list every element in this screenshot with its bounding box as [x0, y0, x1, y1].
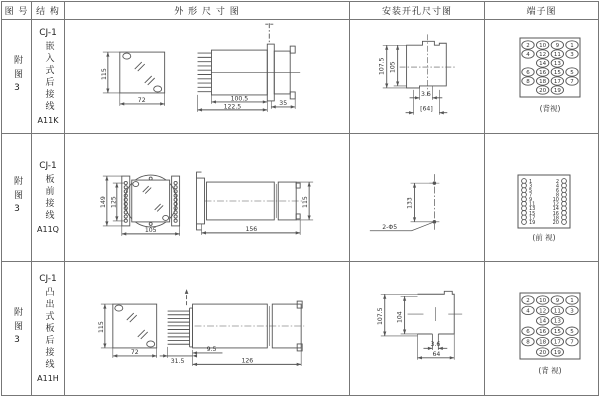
terminal-pin: 9 — [529, 196, 533, 203]
terminal-shape — [562, 201, 567, 206]
row3-model: CJ-1 — [39, 274, 57, 284]
terminal-pin: 7 — [529, 192, 533, 199]
terminal-pin: 13 — [553, 318, 561, 325]
terminal-pin: 8 — [555, 192, 559, 199]
row3-install-drawing — [350, 263, 484, 394]
terminal-pin: 20 — [539, 87, 547, 94]
row1-model: CJ-1 — [39, 28, 57, 38]
row1-terminal-caption: (背视) — [539, 103, 561, 113]
dim-slot-width: 3.6 — [421, 90, 431, 98]
dim-side-length: 156 — [245, 225, 258, 233]
row1-fig-cell — [2, 20, 32, 134]
terminal-shape — [562, 215, 567, 220]
terminal-shape — [522, 183, 527, 188]
dim-front-width: 72 — [130, 348, 139, 356]
terminal-pin: 11 — [529, 201, 536, 208]
terminal-pin: 16 — [539, 69, 547, 76]
row1-install-drawing — [350, 20, 484, 134]
dim-front-inner-height: 125 — [110, 195, 118, 208]
row2-terminal-diagram — [485, 134, 598, 262]
dim-hole-outer-height: 107.5 — [378, 56, 386, 75]
terminal-shape — [562, 205, 567, 210]
row2-code: A11Q — [37, 225, 59, 234]
row2-terminal-caption: (前 视) — [532, 232, 556, 242]
dim-cutout-width: 64 — [432, 350, 441, 358]
terminal-pin: 10 — [552, 196, 559, 203]
terminal-pin: 18 — [539, 339, 547, 346]
terminal-pin: 8 — [526, 339, 530, 346]
terminal-shape — [522, 201, 527, 206]
terminal-pin: 16 — [552, 210, 559, 217]
terminal-pin: 6 — [526, 329, 530, 336]
dim-hole-inner-height: 104 — [396, 311, 404, 324]
row1-outline-drawing — [65, 20, 349, 134]
terminal-pin: 3 — [570, 308, 574, 315]
terminal-pin: 14 — [539, 318, 547, 325]
terminal-pin: 2 — [526, 42, 530, 49]
terminal-shape — [562, 183, 567, 188]
terminal-pin: 13 — [529, 205, 536, 212]
terminal-pin: 12 — [539, 51, 547, 58]
terminal-pin: 19 — [529, 219, 536, 226]
terminal-shape — [562, 196, 567, 201]
row3-terminal-cell — [485, 262, 598, 395]
terminal-pin: 2 — [555, 178, 559, 185]
row2-outline-drawing — [65, 134, 349, 262]
header-install-label: 安装开孔尺寸图 — [381, 7, 452, 17]
terminal-pin: 14 — [552, 205, 559, 212]
dim-front-width: 72 — [137, 96, 146, 104]
terminal-pin: 18 — [552, 214, 559, 221]
dim-body-length: 100.5 — [230, 94, 249, 102]
terminal-pin: 1 — [570, 42, 574, 49]
dim-hole-inner-height: 105 — [389, 60, 397, 73]
dim-body-length: 126 — [241, 357, 254, 365]
row2-install-drawing — [350, 134, 484, 262]
terminal-shape — [562, 192, 567, 197]
header-structure — [32, 2, 65, 20]
terminal-pin: 3 — [529, 182, 533, 189]
row3-structure-cell — [32, 262, 65, 395]
terminal-pin: 4 — [555, 182, 559, 189]
dim-pin-length: 31.5 — [170, 357, 185, 365]
terminal-pin: 7 — [570, 78, 574, 85]
row2-outline-cell — [65, 134, 350, 262]
terminal-pin: 9 — [555, 42, 560, 49]
terminal-pin: 19 — [553, 349, 561, 356]
dim-cutout-width: [64] — [420, 105, 433, 113]
terminal-pin: 14 — [539, 60, 547, 67]
dim-front-outer-height: 149 — [99, 195, 107, 208]
row1-structure-cell — [32, 20, 65, 134]
terminal-shape — [522, 219, 527, 224]
row3-outline-cell — [65, 262, 350, 395]
terminal-pin: 13 — [553, 60, 561, 67]
dim-front-height: 115 — [97, 321, 105, 333]
terminal-pin: 19 — [553, 87, 561, 94]
terminal-pin: 2 — [526, 297, 530, 304]
row1-mount-type: 嵌入式后接线 — [43, 41, 54, 113]
row2-model: CJ-1 — [39, 161, 57, 171]
terminal-shape — [522, 215, 527, 220]
terminal-shape — [522, 205, 527, 210]
terminal-pin: 11 — [553, 308, 561, 315]
terminal-shape — [522, 210, 527, 215]
header-install — [350, 2, 485, 20]
terminal-pin: 10 — [539, 42, 547, 49]
terminal-pin: 20 — [552, 219, 559, 226]
terminal-pin: 17 — [529, 214, 536, 221]
terminal-shape — [522, 196, 527, 201]
terminal-pin: 16 — [539, 329, 547, 336]
row3-fig-label: 附图3 — [12, 307, 22, 350]
terminal-pin: 15 — [553, 329, 561, 336]
terminal-pin: 4 — [526, 51, 530, 58]
row2-install-cell — [350, 134, 485, 262]
terminal-pin: 9 — [555, 297, 560, 304]
terminal-pin: 20 — [539, 349, 547, 356]
terminal-pin: 6 — [555, 187, 559, 194]
dim-hole-note: 2-Φ5 — [382, 223, 398, 231]
terminal-pin: 3 — [570, 51, 574, 58]
terminal-pin: 12 — [552, 201, 559, 208]
row2-fig-cell — [2, 134, 32, 262]
row3-fig-cell — [2, 262, 32, 395]
terminal-pin: 5 — [570, 69, 574, 76]
terminal-shape — [522, 187, 527, 192]
row3-code: A11H — [37, 374, 59, 383]
row3-mount-type: 凸出式板后接线 — [43, 287, 54, 371]
terminal-pin: 17 — [553, 78, 561, 85]
dim-front-width: 105 — [144, 226, 157, 234]
terminal-shape — [522, 192, 527, 197]
header-fig-no-label: 图 号 — [4, 7, 29, 17]
header-outline — [65, 2, 350, 20]
terminal-shape — [562, 210, 567, 215]
terminal-pin: 11 — [553, 51, 561, 58]
terminal-pin: 1 — [529, 178, 533, 185]
dim-side-height: 115 — [302, 195, 310, 208]
dim-total-length: 122.5 — [223, 102, 242, 110]
header-fig-no — [2, 2, 32, 20]
header-outline-label: 外 形 尺 寸 图 — [174, 7, 240, 17]
spec-table — [1, 1, 599, 396]
terminal-pin: 8 — [526, 78, 530, 85]
terminal-pin: 6 — [526, 69, 530, 76]
terminal-pin: 18 — [539, 78, 547, 85]
header-terminal — [485, 2, 598, 20]
row2-structure-cell — [32, 134, 65, 262]
dim-hole-outer-height: 107.5 — [376, 307, 384, 326]
row2-terminal-cell — [485, 134, 598, 262]
dim-hole-span: 133 — [406, 196, 414, 209]
row1-terminal-cell — [485, 20, 598, 134]
terminal-pin: 15 — [553, 69, 561, 76]
terminal-shape — [562, 187, 567, 192]
terminal-pin: 7 — [570, 339, 574, 346]
terminal-pin: 4 — [526, 308, 530, 315]
row3-terminal-diagram — [485, 263, 598, 394]
row1-fig-label: 附图3 — [12, 55, 22, 98]
dim-flange-width: 35 — [279, 99, 288, 107]
terminal-pin: 17 — [553, 339, 561, 346]
row2-fig-label: 附图3 — [12, 176, 22, 219]
row1-install-cell — [350, 20, 485, 134]
terminal-shape — [522, 178, 527, 183]
row1-terminal-diagram — [485, 20, 598, 134]
row3-terminal-caption: (背 视) — [538, 366, 562, 375]
terminal-pin: 12 — [539, 308, 547, 315]
terminal-pin: 15 — [529, 210, 536, 217]
header-terminal-label: 端子图 — [526, 7, 557, 17]
terminal-pin: 5 — [529, 187, 533, 194]
terminal-pin: 5 — [570, 329, 574, 336]
terminal-pin: 1 — [570, 297, 574, 304]
row2-mount-type: 板前接线 — [43, 174, 54, 222]
row3-outline-drawing — [65, 263, 349, 394]
row3-install-cell — [350, 262, 485, 395]
dim-slot-width: 3.6 — [430, 340, 441, 348]
terminal-pin: 10 — [539, 297, 547, 304]
row1-code: A11K — [37, 116, 59, 125]
dim-offset: 9.5 — [206, 345, 217, 353]
header-structure-label: 结 构 — [36, 7, 60, 17]
row1-outline-cell — [65, 20, 350, 134]
terminal-shape — [562, 219, 567, 224]
dim-front-height: 115 — [100, 67, 108, 80]
terminal-shape — [562, 178, 567, 183]
